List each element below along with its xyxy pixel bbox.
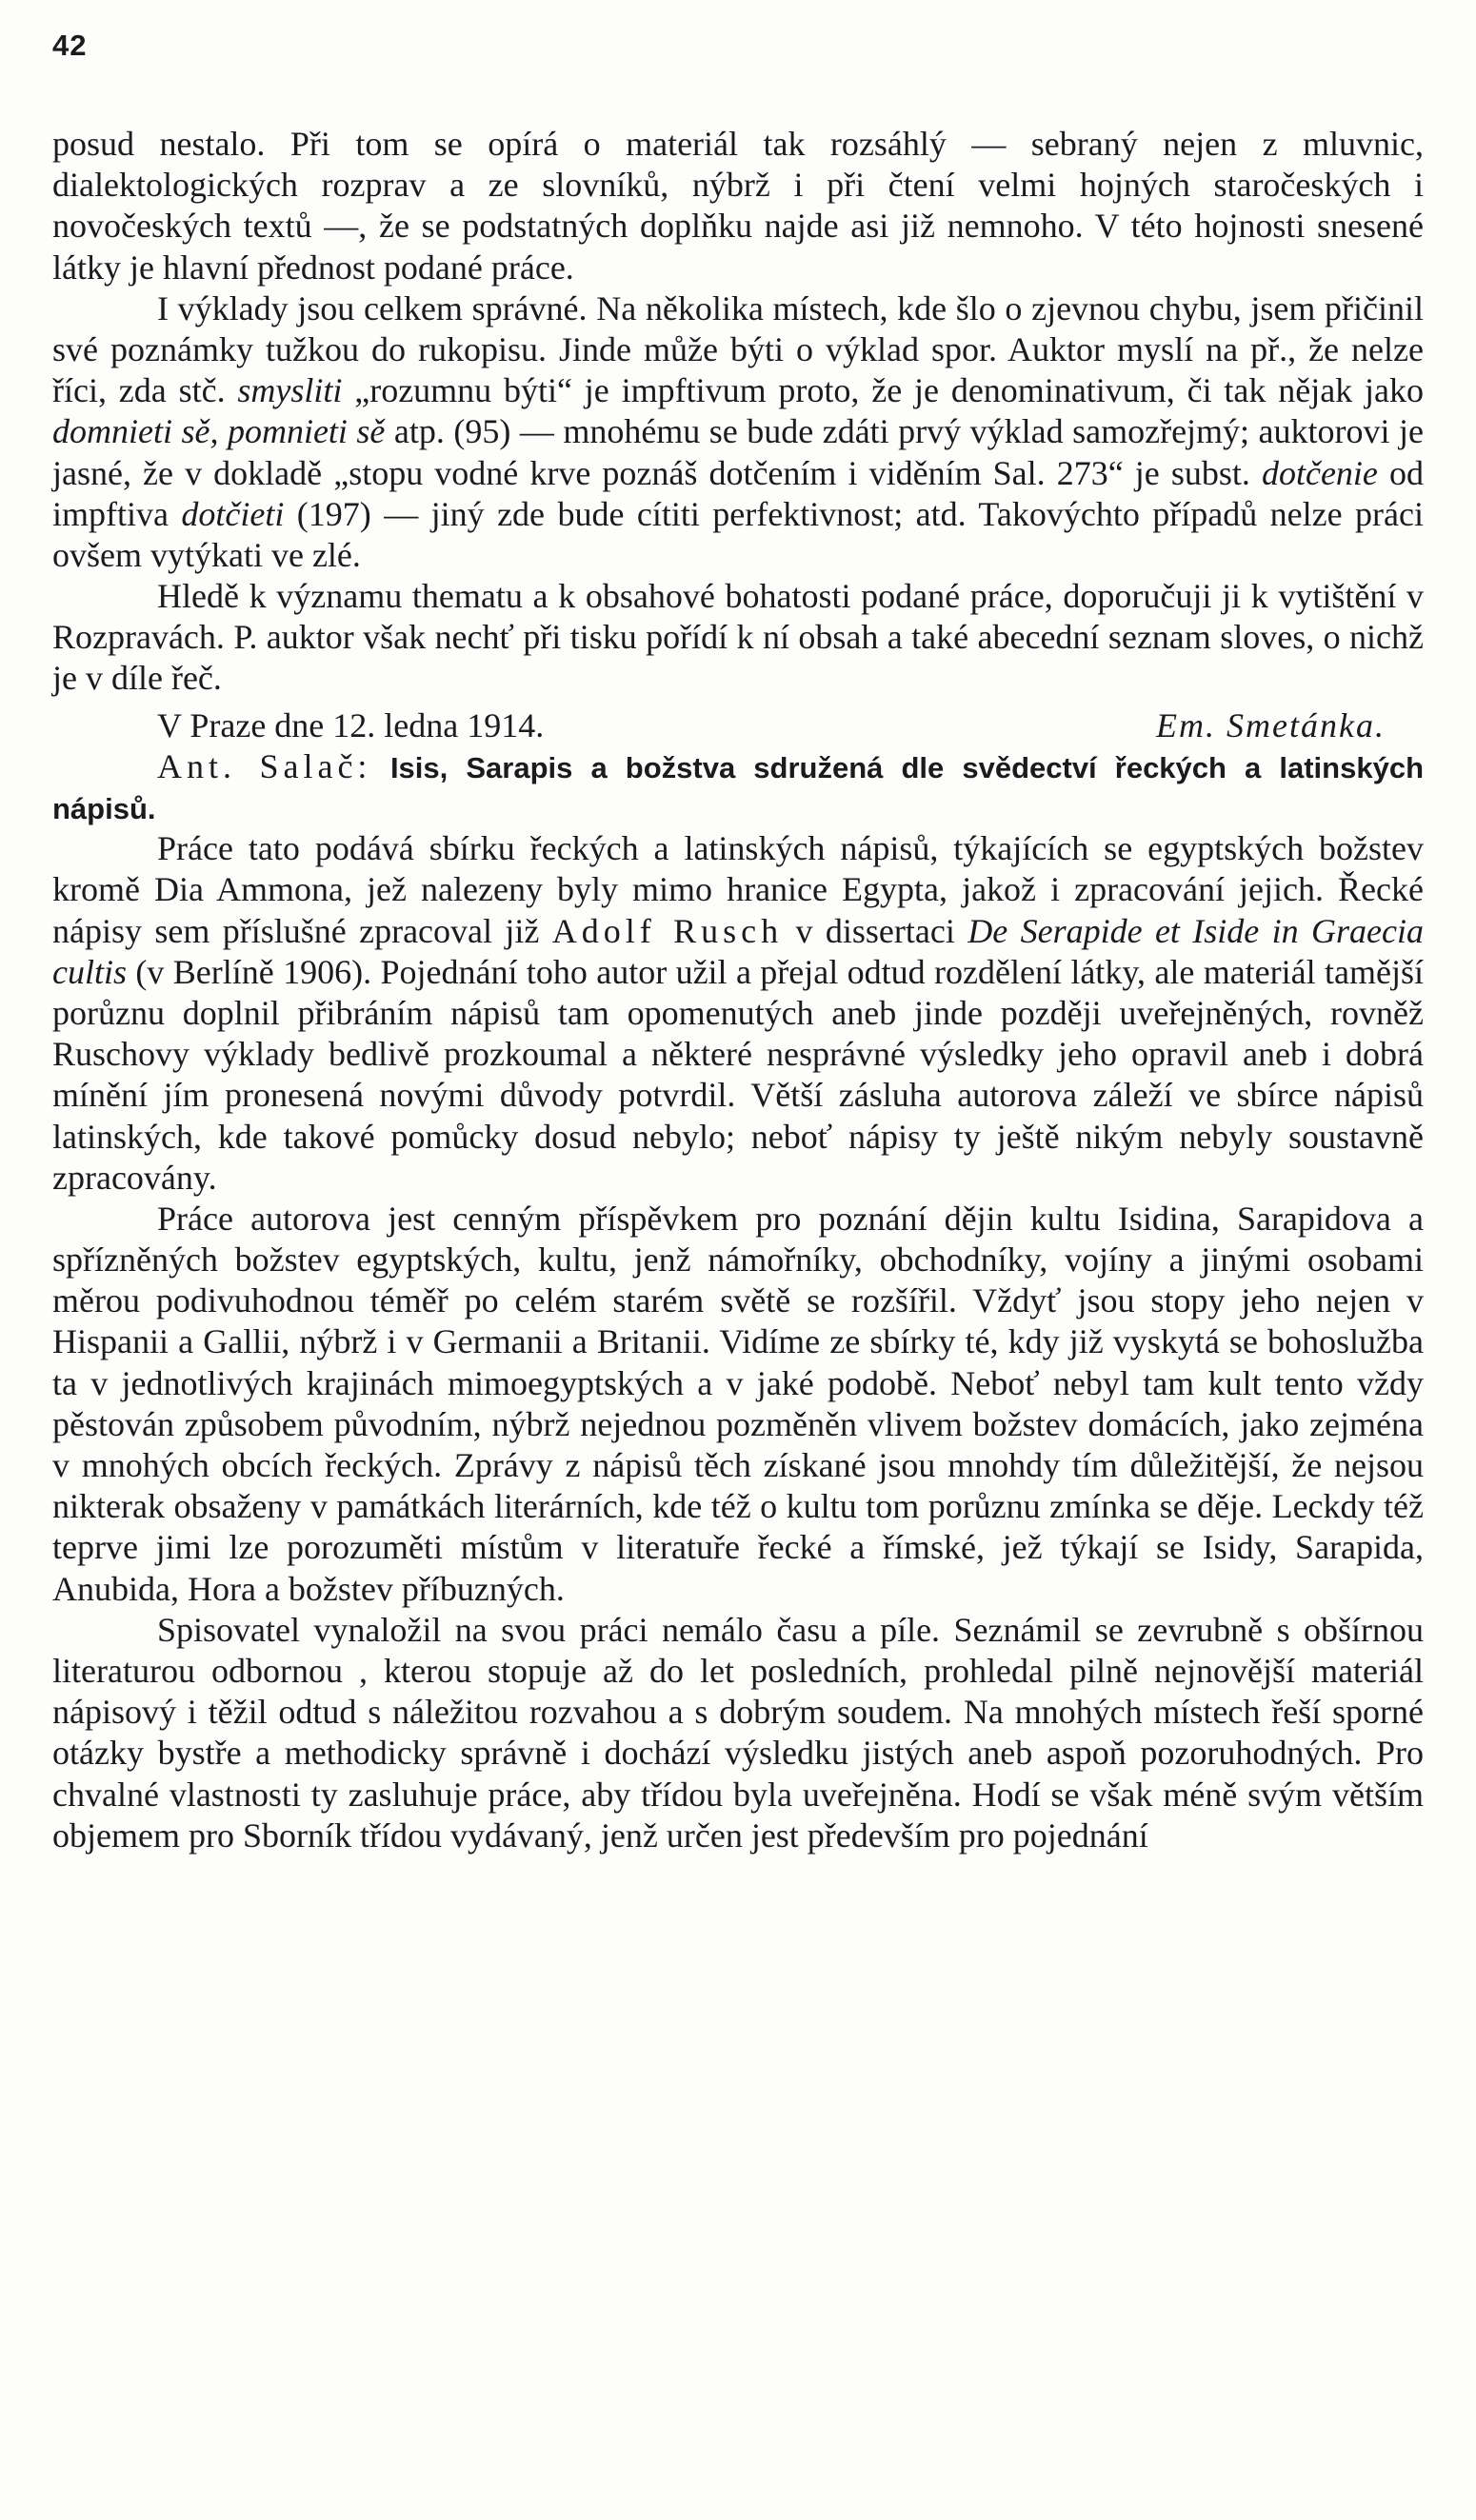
paragraph-value: Práce autorova jest cenným příspěvkem pro poznání dějin kultu Isidina, Sarapidova a spřízněných božstev egyptských, kultu, jenž námořníky, obchodníky, vojíny a jinými osobami měrou podivuhodnou téměř po celém starém světě se rozšířil. Vždyť jsou stopy jeho nejen v Hispanii a Gallii, nýbrž i v Germanii a Britanii. Vidíme ze sbírky té, kdy již vyskytá se bohoslužba ta v jednotlivých krajinách mimoegyptských a v jaké podobě. Neboť nebyl tam kult tento vždy pěstován způsobem původním, nýbrž nejednou pozměněn vlivem božstev domácích, jako zejména v mnohých obcích řeckých. Zprávy z nápisů těch získané jsou mnohdy tím důležitější, že nejsou nikterak obsaženy v památkách literárních, kde též o kultu tom porůznu zmínka se děje. Leckdy též teprve jimi lze porozuměti místům v literatuře řecké a římské, jež týkají se Isidy, Sarapida, Anubida, Hora a božstev příbuzných.	[52, 1199, 1424, 1608]
signature-line	[52, 705, 1424, 746]
italic-term: domnieti sě, pomnieti sě	[52, 412, 386, 451]
paragraph-continuation: posud nestalo. Při tom se opírá o materiál tak rozsáhlý — sebraný nejen z mluvnic, dialektologických rozprav a ze slovníků, nýbrž i při čtení velmi hojných staročeských i novočeských textů —, že se podstatných doplňku najde asi již nemnoho. V této hojnosti snesené látky je hlavní přednost podané práce.	[52, 125, 1424, 287]
place-date: V Praze dne 12. ledna 1914.	[157, 705, 545, 744]
italic-term: smysliti	[237, 371, 343, 410]
page-body	[52, 124, 1424, 1856]
review-author: Ant. Salač:	[157, 746, 372, 785]
review-heading	[52, 746, 1424, 828]
paragraph-interpretations: I výklady jsou celkem správné. Na několika místech, kde šlo o zjevnou chybu, jsem přičinil své poznámky tužkou do rukopisu. Jinde může býti o výklad spor. Auktor myslí na př., že nelze říci, zda stč. smysliti „rozumnu býti“ je impftivum proto, že je denominativum, či tak nějak jako domnieti sě, pomnieti sě atp. (95) — mnohému se bude zdáti prvý výklad samozřejmý; auktorovi je jasné, že v dokladě „stopu vodné krve poznáš dotčením i viděním Sal. 273“ je subst. dotčenie od impftiva dotčieti (197) — jiný zde bude cítiti perfektivnost; atd. Takovýchto případů nelze práci ovšem vytýkati ve zlé.	[52, 288, 1425, 574]
person-name: Adolf Rusch	[551, 911, 784, 950]
page-number: 42	[52, 29, 88, 62]
italic-term: dotčieti	[181, 494, 285, 533]
review-title: Isis, Sarapis a božstva sdružená dle svědectví řeckých a latinských nápisů.	[52, 750, 1425, 825]
paragraph-recommendation: Hledě k významu thematu a k obsahové bohatosti podané práce, doporučuji ji k vytištění v Rozpravách. P. auktor však nechť při tisku pořídí k ní obsah a také abecední seznam sloves, o nichž je v díle řeč.	[52, 577, 1424, 698]
italic-term: dotčenie	[1261, 453, 1378, 492]
paragraph-summary: Práce tato podává sbírku řeckých a latinských nápisů, týkajících se egyptských božstev kromě Dia Ammona, jež nalezeny byly mimo hranice Egypta, jakož i zpracování jejich. Řecké nápisy sem příslušné zpracoval již Adolf Rusch v dissertaci De Serapide et Iside in Graecia cultis (v Berlíně 1906). Pojednání toho autor užil a přejal odtud rozdělení látky, ale materiál tamější porůznu doplnil přibráním nápisů tam opomenutých aneb jinde později uveřejněných, rovněž Ruschovy výklady bedlivě prozkoumal a některé nesprávné výsledky jeho opravil aneb i dobrá mínění jím pronesená novými důvody potvrdil. Větší zásluha autorova záleží ve sbírce nápisů latinských, kde takové pomůcky dosud nebylo; neboť nápisy ty ještě nikým nebyly soustavně zpracovány.	[52, 829, 1425, 1197]
reviewer-signature: Em. Smetánka.	[1156, 705, 1386, 744]
italic-title: De Serapide et Iside in Graecia cultis	[52, 911, 1425, 991]
paragraph-assessment: Spisovatel vynaložil na svou práci nemálo času a píle. Seznámil se zevrubně s obšírnou literaturou odbornou , kterou stopuje až do let posledních, prohledal pilně nejnovější materiál nápisový i těžil odtud s náležitou rozvahou a s dobrým soudem. Na mnohých místech řeší sporné otázky bystře a methodicky správně i dochází výsledku jistých aneb aspoň pozoruhodných. Pro chvalné vlastnosti ty zasluhuje práce, aby třídou byla uveřejněna. Hodí se však méně svým větším objemem pro Sborník třídou vydávaný, jenž určen jest především pro pojednání	[52, 1610, 1424, 1855]
